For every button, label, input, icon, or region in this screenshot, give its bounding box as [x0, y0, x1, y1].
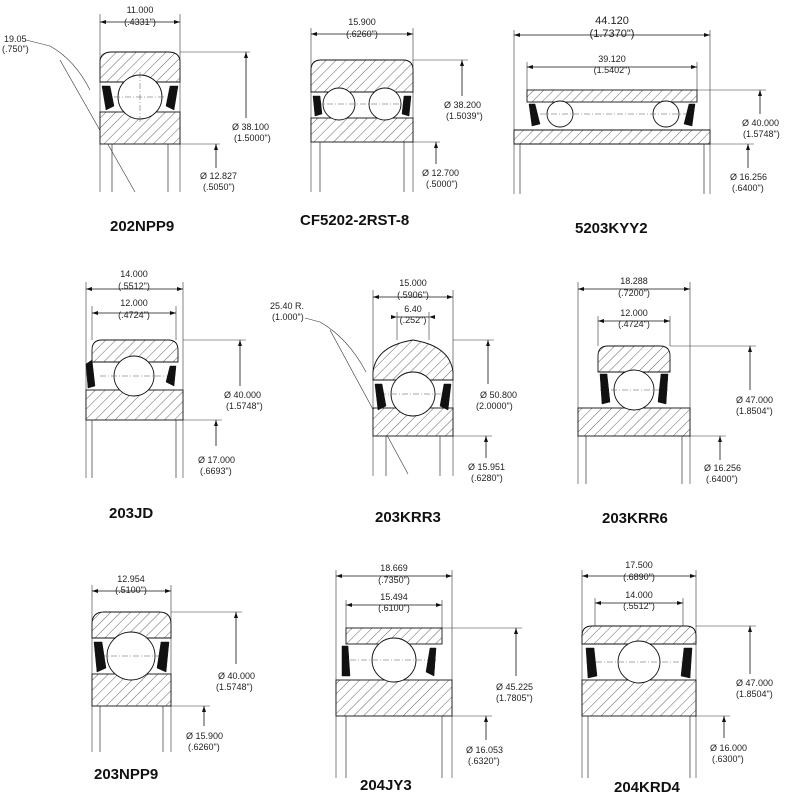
dim-od-inch-203jd: (1.5748") — [226, 401, 263, 411]
dim-width-inch-203npp9: (.5100") — [115, 585, 147, 595]
dim-innerwidth-inch-204jy3: (.6100") — [378, 603, 410, 613]
dim-od-203krr3: Ø 50.800 — [480, 390, 518, 400]
dim-bore-inch-203krr3: (.6280") — [471, 473, 503, 483]
bearing-202npp9 — [2, 5, 271, 235]
bearing-203krr6 — [578, 276, 773, 527]
title-203krr3: 203KRR3 — [375, 509, 441, 526]
dim-bore-inch-203jd: (.6693") — [200, 466, 232, 476]
dim-width-inch-cf5202: (.6260") — [346, 29, 378, 39]
dim-width-203npp9: 12.954 — [117, 574, 145, 584]
dim-od-inch-203npp9: (1.5748") — [216, 682, 253, 692]
dim-od-inch-204jy3: (1.7805") — [496, 693, 533, 703]
dim-bore-inch-203krr6: (.6400") — [706, 474, 738, 484]
dim-bore-204krd4: Ø 16.000 — [710, 743, 748, 753]
dim-width-inch-5203kyy2: (1.7370") — [589, 28, 635, 40]
bearing-203krr3 — [270, 278, 517, 526]
dim-width-inch-203krr6: (.7200") — [618, 288, 650, 298]
dim-od-inch-5203kyy2: (1.5748") — [743, 129, 780, 139]
dim-od-5203kyy2: Ø 40.000 — [742, 118, 780, 128]
dim-width-cf5202: 15.900 — [348, 17, 376, 27]
dim-bore-cf5202: Ø 12.700 — [422, 168, 460, 178]
dim-width-204krd4: 17.500 — [625, 560, 653, 570]
dim-bore-inch-202npp9: (.5050") — [203, 182, 235, 192]
title-202npp9: 202NPP9 — [110, 218, 175, 235]
dim-width-203jd: 14.000 — [120, 269, 148, 279]
dim-innerwidth-204jy3: 15.494 — [380, 592, 408, 602]
dim-innerwidth-inch-5203kyy2: (1.5402") — [593, 65, 631, 75]
title-cf5202: CF5202-2RST-8 — [300, 212, 410, 229]
dim-bore-203krr3: Ø 15.951 — [468, 462, 506, 472]
title-203jd: 203JD — [109, 505, 154, 522]
dim-od-inch-202npp9: (1.5000") — [234, 133, 271, 143]
dim-innerwidth-204krd4: 14.000 — [625, 590, 653, 600]
title-203krr6: 203KRR6 — [602, 510, 668, 527]
radius-202npp9: 19.05 — [4, 34, 27, 44]
dim-od-202npp9: Ø 38.100 — [232, 122, 270, 132]
dim-bore-inch-5203kyy2: (.6400") — [732, 183, 764, 193]
dim-od-203jd: Ø 40.000 — [224, 390, 262, 400]
dim-od-inch-cf5202: (1.5039") — [446, 111, 483, 121]
dim-od-inch-203krr6: (1.8504") — [736, 406, 773, 416]
title-5203kyy2: 5203KYY2 — [575, 220, 648, 237]
radius-inch-203krr3: (1.000") — [272, 312, 304, 322]
dim-bore-203npp9: Ø 15.900 — [186, 731, 224, 741]
dim-width-inch-203jd: (.5512") — [118, 281, 150, 291]
bearing-203npp9 — [92, 574, 255, 783]
dim-innerwidth-inch-203krr6: (.4724") — [618, 319, 650, 329]
dim-width-inch-204krd4: (.6890") — [623, 572, 655, 582]
dim-bore-inch-204jy3: (.6320") — [468, 756, 500, 766]
dim-width-inch-204jy3: (.7350") — [378, 575, 410, 585]
dim-innerwidth-inch-204krd4: (.5512") — [623, 601, 655, 611]
dim-innerwidth-203krr6: 12.000 — [620, 308, 648, 318]
dim-bore-203krr6: Ø 16.256 — [704, 463, 742, 473]
dim-width-203krr3: 15.000 — [399, 278, 427, 288]
dim-bore-203jd: Ø 17.000 — [198, 455, 236, 465]
dim-width-204jy3: 18.669 — [380, 563, 408, 573]
dim-bore-202npp9: Ø 12.827 — [200, 171, 238, 181]
dim-width-202npp9: 11.000 — [126, 5, 154, 15]
dim-bore-204jy3: Ø 16.053 — [466, 745, 504, 755]
dim-od-204jy3: Ø 45.225 — [496, 682, 534, 692]
dim-innerwidth-5203kyy2: 39.120 — [598, 54, 626, 64]
bearing-203jd — [86, 269, 263, 522]
dim-od-204krd4: Ø 47.000 — [736, 678, 774, 688]
dim-od-203krr6: Ø 47.000 — [736, 395, 774, 405]
bearing-cf5202-2rst-8 — [300, 17, 483, 229]
bearing-5203kyy2 — [514, 15, 780, 237]
dim-bore-5203kyy2: Ø 16.256 — [730, 172, 768, 182]
dim-width-inch-202npp9: (.4331") — [124, 17, 156, 27]
radius-203krr3: 25.40 R. — [270, 301, 305, 311]
dim-innerwidth-203krr3: 6.40 — [404, 304, 422, 314]
title-204krd4: 204KRD4 — [614, 779, 680, 796]
dim-od-203npp9: Ø 40.000 — [218, 671, 256, 681]
bearing-204krd4 — [582, 560, 773, 796]
dim-innerwidth-203jd: 12.000 — [120, 298, 148, 308]
dim-width-203krr6: 18.288 — [620, 276, 648, 286]
dim-innerwidth-inch-203krr3: (.252") — [399, 315, 427, 325]
dim-width-5203kyy2: 44.120 — [595, 15, 629, 27]
dim-width-inch-203krr3: (.5906") — [397, 290, 429, 300]
dim-bore-inch-203npp9: (.6260") — [188, 742, 220, 752]
dim-od-inch-203krr3: (2.0000") — [476, 401, 513, 411]
dim-bore-inch-cf5202: (.5000") — [426, 179, 458, 189]
dim-innerwidth-inch-203jd: (.4724") — [118, 310, 150, 320]
title-204jy3: 204JY3 — [360, 777, 412, 794]
title-203npp9: 203NPP9 — [94, 766, 159, 783]
dim-bore-inch-204krd4: (.6300") — [712, 754, 744, 764]
dim-od-cf5202: Ø 38.200 — [444, 100, 482, 110]
radius-inch-202npp9: (.750") — [2, 44, 29, 54]
dim-od-inch-204krd4: (1.8504") — [736, 689, 773, 699]
bearing-204jy3 — [336, 563, 533, 794]
